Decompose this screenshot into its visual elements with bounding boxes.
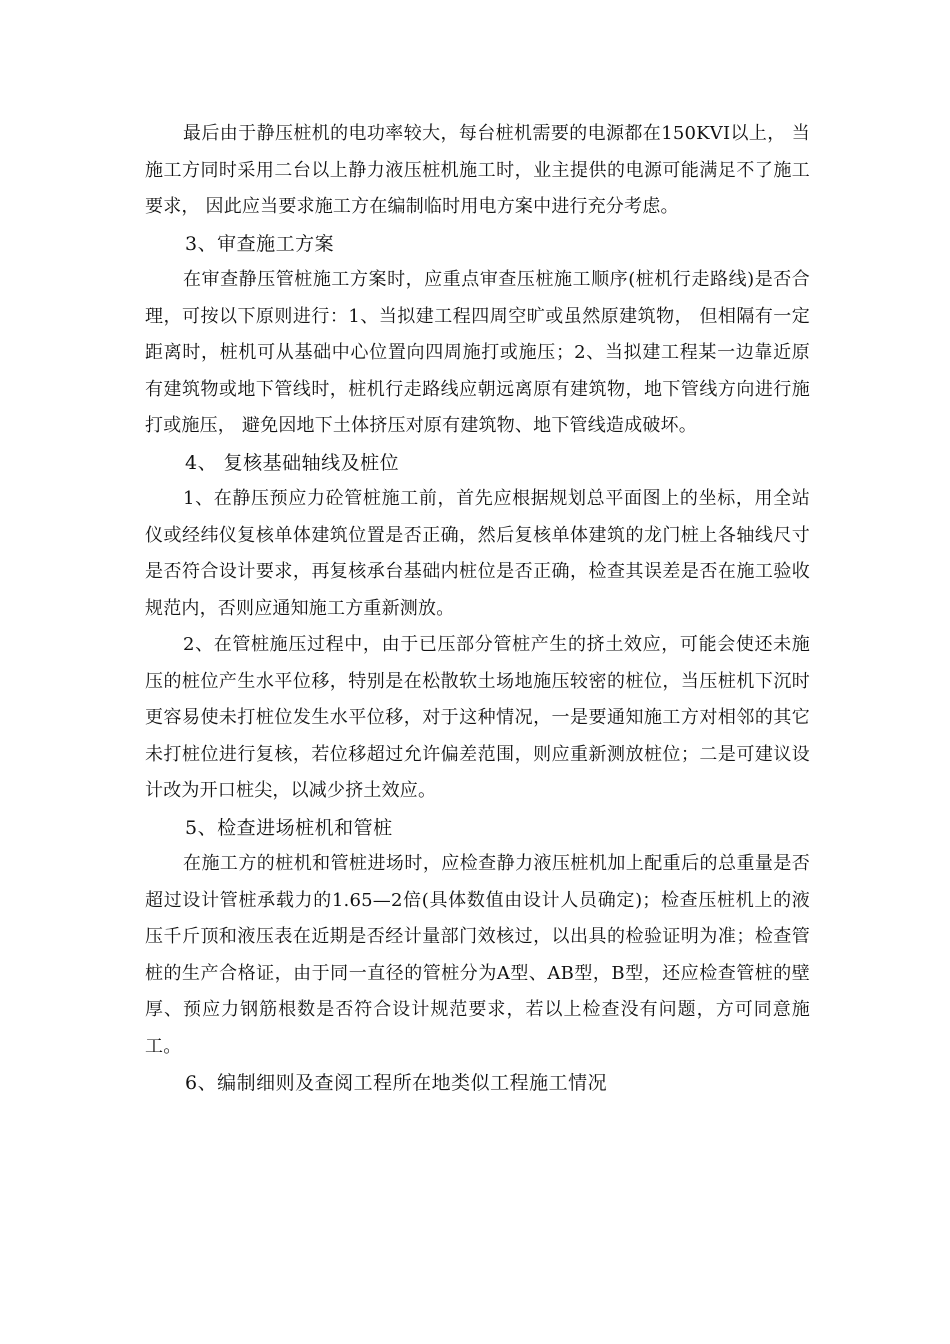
heading-review-construction-plan: 3、审查施工方案 [185, 232, 335, 255]
document-body [145, 116, 810, 1102]
heading-verify-axis-and-pile-position: 4、 复核基础轴线及桩位 [185, 451, 400, 474]
paragraph-pile-sequence: 在审查静压管桩施工方案时，应重点审查压桩施工顺序(桩机行走路线)是否合理，可按以下原则进行：1、当拟建工程四周空旷或虽然原建筑物， 但相隔有一定距离时，桩机可从基础中心位置向四周施打或施压；2、当拟建工程某一边靠近原有建筑物或地下管线时，桩机行走路线应朝远离原有建筑物，地下管线方向进行施打或施压， 避免因地下土体挤压对原有建筑物、地下管线造成破坏。 [145, 269, 810, 436]
paragraph-verify-coordinates: 1、在静压预应力砼管桩施工前，首先应根据规划总平面图上的坐标，用全站仪或经纬仪复核单体建筑位置是否正确，然后复核单体建筑的龙门桩上各轴线尺寸是否符合设计要求，再复核承台基础内桩位是否正确，检查其误差是否在施工验收规范内，否则应通知施工方重新测放。 [145, 488, 810, 619]
paragraph-inspection-details: 在施工方的桩机和管桩进场时，应检查静力液压桩机加上配重后的总重量是否超过设计管桩承载力的1.65—2倍(具体数值由设计人员确定)；检查压桩机上的液压千斤顶和液压表在近期是否经计量部门效核过，以出具的检验证明为准；检查管桩的生产合格证，由于同一直径的管桩分为A型、AB型，B型，还应检查管桩的壁厚、预应力钢筋根数是否符合设计规范要求，若以上检查没有问题，方可同意施工。 [145, 853, 810, 1057]
paragraph-horizontal-displacement: 2、在管桩施压过程中，由于已压部分管桩产生的挤土效应，可能会使还未施压的桩位产生水平位移，特别是在松散软土场地施压较密的桩位，当压桩机下沉时更容易使未打桩位发生水平位移，对于这种情况，一是要通知施工方对相邻的其它未打桩位进行复核，若位移超过允许偏差范围，则应重新测放桩位；二是可建议设计改为开口桩尖，以减少挤土效应。 [145, 634, 810, 801]
paragraph-power-supply: 最后由于静压桩机的电功率较大，每台桩机需要的电源都在150KVI以上， 当施工方同时采用二台以上静力液压桩机施工时，业主提供的电源可能满足不了施工要求， 因此应当要求施工方在编制临时用电方案中进行充分考虑。 [145, 123, 810, 217]
heading-inspect-pile-machine-and-piles: 5、检查进场桩机和管桩 [185, 816, 393, 839]
heading-prepare-detailed-rules: 6、编制细则及查阅工程所在地类似工程施工情况 [185, 1072, 608, 1094]
